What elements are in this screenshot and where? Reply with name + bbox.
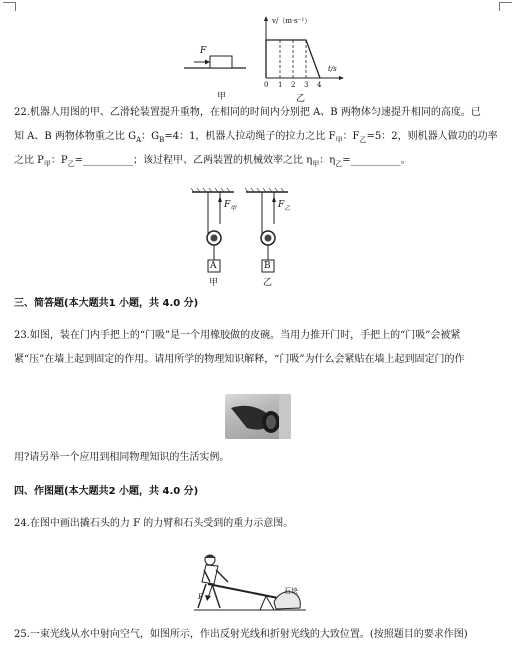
pulley-figure (190, 186, 300, 292)
q25-line-1: 25.一束光线从水中射向空气，如图所示，作出反射光线和折射光线的大致位置。(按照题目的要求作图) (14, 629, 468, 640)
chart-tick-1: 1 (278, 81, 283, 89)
chart-v-axis-label: v/（m·s⁻¹） (272, 17, 312, 25)
corner-mark-right (499, 2, 512, 11)
chart-tick-0: 0 (264, 81, 269, 89)
force-label-top: F (200, 46, 207, 56)
lever-stone-label: 石块 (284, 587, 298, 595)
lever-force-label: F (198, 593, 203, 601)
q23-line-1: 23.如图，装在门内手把上的“门吸”是一个用橡胶做的皮碗。当用力推开门时，手把上的“门吸”会被紧 (14, 330, 461, 341)
pulley-caption-right: 乙 (263, 278, 273, 288)
top-caption-left: 甲 (217, 92, 227, 102)
chart-tick-4: 4 (317, 81, 322, 89)
q24-line-1: 24.在图中画出撬石头的力 F 的力臂和石头受到的重力示意图。 (14, 518, 294, 529)
section-4-title: 四、作图题(本大题共2 小题，共 4.0 分) (14, 486, 199, 497)
q22-line-2: 知 A、B 两物体物重之比 $G_A$：$G_B=4$：1，机器人拉动绳子的拉力之比 $F_甲$：$F_乙=5$：2，则机器人做功的功率 (14, 131, 498, 144)
lever-drawing (188, 552, 310, 616)
q22-answer-blank-efficiency[interactable]: =__________。 (342, 155, 411, 166)
door-stop-photo (225, 394, 291, 439)
pulley-force-right: $F_乙$ (278, 200, 291, 212)
chart-t-axis-label: t/s (328, 65, 337, 73)
lever-figure (188, 552, 310, 616)
q23-line-2: 紧“压”在墙上起到固定的作用。请用所学的物理知识解释，“门吸”为什么会紧贴在墙上起到固定门的作 (14, 354, 465, 365)
pulley-force-left: $F_甲$ (224, 200, 237, 212)
pulley-box-b-label: B (264, 261, 271, 271)
block-force-diagram (180, 14, 250, 84)
q22-answer-blank-power[interactable]: =__________；该过程甲、乙两装置的机械效率之比 η (74, 155, 313, 166)
pulley-box-a-label: A (210, 261, 217, 271)
q22-line-3: 之比 $P_甲$：$P_乙=\_\_\_\_\_\_\_\_\_\_$；该过程甲、乙两装置的机械效率之比 $\eta_甲$：$\eta_乙=\_\_\_\_\_\_\_\_\_\_$。 (14, 155, 411, 168)
top-caption-right: 乙 (296, 94, 306, 104)
corner-mark-left (3, 2, 16, 11)
pulley-caption-left: 甲 (209, 278, 219, 288)
top-figure (180, 14, 350, 106)
q23-line-3: 用?请另举一个应用到相同物理知识的生活实例。 (14, 452, 230, 463)
chart-tick-2: 2 (291, 81, 296, 89)
section-3-title: 三、简答题(本大题共1 小题，共 4.0 分) (14, 298, 199, 309)
chart-tick-3: 3 (304, 81, 309, 89)
q22-line-1: 22.机器人用图的甲、乙滑轮装置提升重物，在相同的时间内分别把 A、B 两物体匀速提升相同的高度。已 (14, 107, 481, 118)
